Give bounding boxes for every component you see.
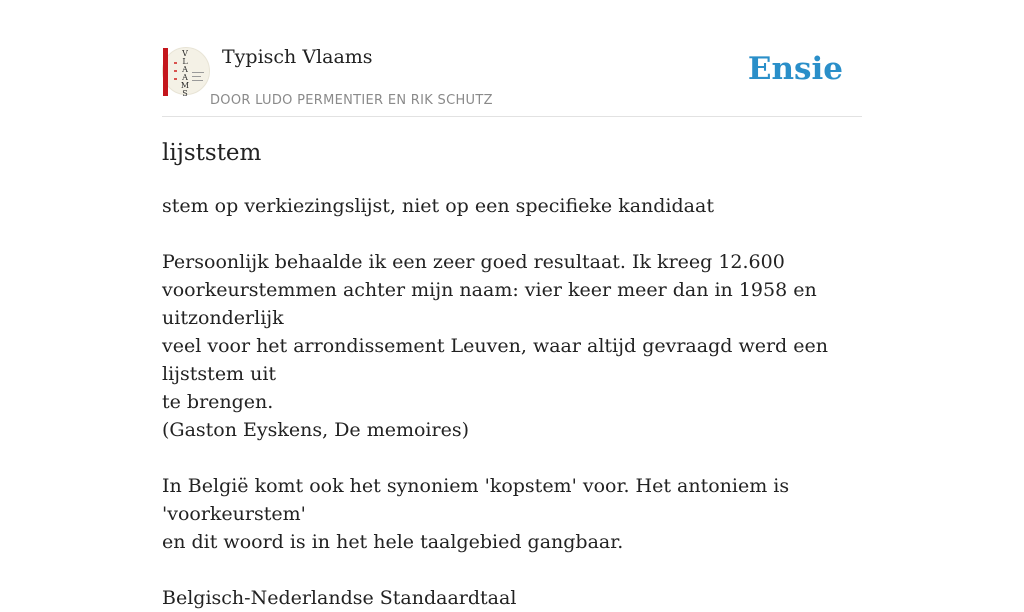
note-line: en dit woord is in het hele taalgebied gangbaar.	[162, 531, 624, 553]
cover-mark	[174, 78, 177, 80]
cover-mark	[174, 62, 177, 64]
entry-category: Belgisch-Nederlandse Standaardtaal	[162, 587, 517, 609]
brand-logo[interactable]: Ensie	[747, 51, 843, 87]
cover-letter: V	[182, 49, 188, 58]
book-authors: DOOR LUDO PERMENTIER EN RIK SCHUTZ	[210, 93, 493, 108]
quote-line: veel voor het arrondissement Leuven, waar altijd gevraagd werd een lijststem uit	[162, 335, 828, 385]
quote-line: te brengen.	[162, 391, 274, 413]
cover-letter: A	[182, 65, 188, 74]
paragraph-gap	[162, 220, 862, 248]
cover-letter: A	[182, 73, 188, 82]
paragraph-gap	[162, 444, 862, 472]
cover-letter: S	[182, 89, 188, 98]
book-title[interactable]: Typisch Vlaams	[222, 46, 373, 68]
book-spine	[163, 48, 168, 96]
header	[162, 0, 862, 117]
quote-line: Persoonlijk behaalde ik een zeer goed resultaat. Ik kreeg 12.600	[162, 251, 785, 273]
quote-line: voorkeurstemmen achter mijn naam: vier keer meer dan in 1958 en uitzonderlijk	[162, 279, 817, 329]
cover-letters	[180, 50, 190, 98]
quote-source: (Gaston Eyskens, De memoires)	[162, 419, 469, 441]
cover-rule	[192, 80, 203, 81]
entry-body	[162, 192, 862, 612]
cover-letter: M	[180, 81, 190, 90]
book-cover-icon[interactable]	[162, 47, 210, 98]
cover-letter: L	[182, 57, 188, 66]
paragraph-gap	[162, 556, 862, 584]
cover-rule	[192, 72, 204, 73]
cover-rule	[192, 76, 201, 77]
cover-mark	[174, 70, 177, 72]
entry-headword: lijststem	[162, 140, 262, 166]
entry-definition: stem op verkiezingslijst, niet op een specifieke kandidaat	[162, 195, 714, 217]
note-line: In België komt ook het synoniem 'kopstem' voor. Het antoniem is 'voorkeurstem'	[162, 475, 790, 525]
page	[162, 0, 862, 609]
